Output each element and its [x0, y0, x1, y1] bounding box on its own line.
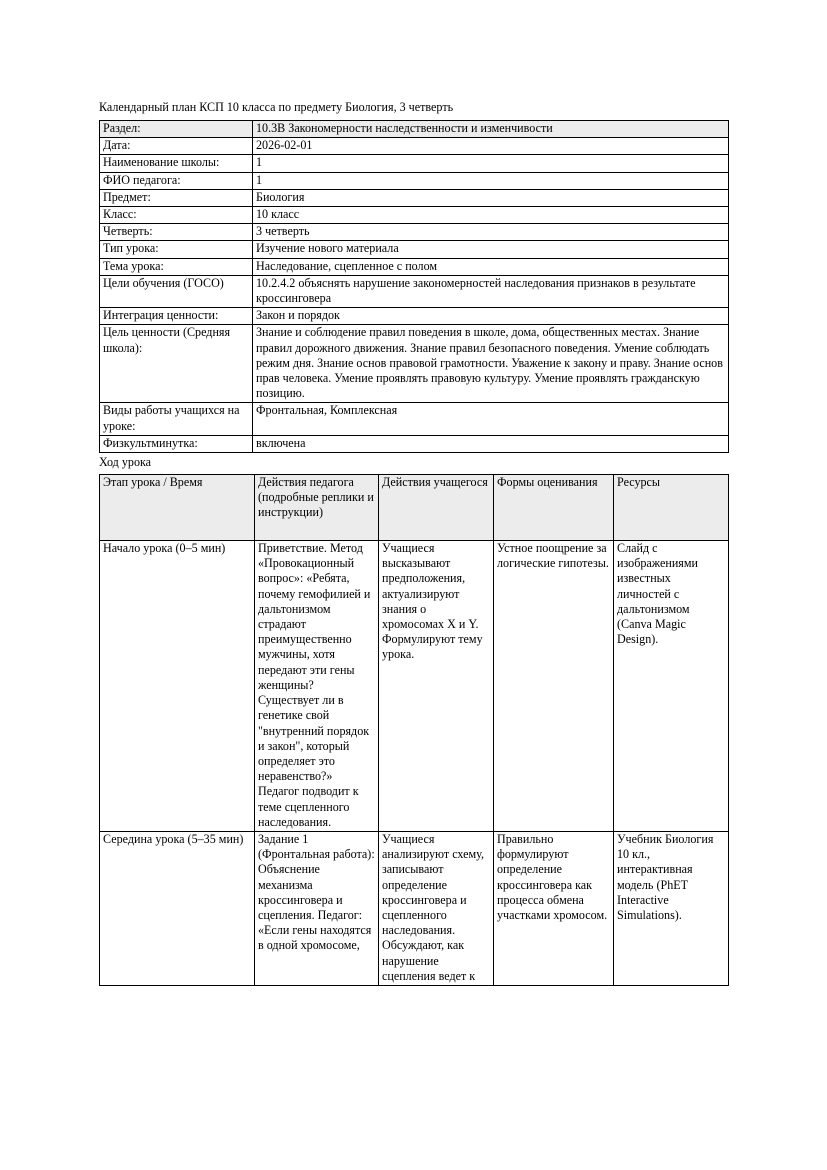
info-value: 2026-02-01: [253, 138, 729, 155]
table-row: [100, 325, 729, 403]
cell-teacher: Приветствие. Метод «Провокационный вопрос»: «Ребята, почему гемофилией и дальтонизмом страдают преимущественно мужчины, хотя передают эти гены женщины? Существует ли в генетике свой "внутренний порядок и закон", который определяет это неравенство?» Педагог подводит к теме сцепленного наследования.: [255, 541, 379, 832]
info-value: 3 четверть: [253, 224, 729, 241]
info-label: Виды работы учащихся на уроке:: [100, 403, 253, 435]
info-label: Предмет:: [100, 189, 253, 206]
column-header-resources: Ресурсы: [614, 475, 729, 541]
cell-stage: Начало урока (0–5 мин): [100, 541, 255, 832]
info-label: Тема урока:: [100, 258, 253, 275]
table-row: [100, 224, 729, 241]
info-label: Физкультминутка:: [100, 435, 253, 452]
lesson-info-body: [100, 121, 729, 453]
lesson-flow-table: [99, 474, 729, 986]
table-row: [100, 541, 729, 832]
info-label: Дата:: [100, 138, 253, 155]
table-row: [100, 435, 729, 452]
info-value: Изучение нового материала: [253, 241, 729, 258]
page-title: Календарный план КСП 10 класса по предмету Биология, 3 четверть: [99, 100, 454, 114]
lesson-flow-head: [100, 475, 729, 541]
cell-student: Учащиеся анализируют схему, записывают определение кроссинговера и сцепленного наследования. Обсуждают, как нарушение сцепления ведет к: [379, 831, 494, 985]
cell-stage: Середина урока (5–35 мин): [100, 831, 255, 985]
column-header-student: Действия учащегося: [379, 475, 494, 541]
table-row: [100, 121, 729, 138]
table-row: [100, 189, 729, 206]
info-value: Закон и порядок: [253, 308, 729, 325]
table-header-row: [100, 475, 729, 541]
cell-teacher: Задание 1 (Фронтальная работа): Объяснение механизма кроссинговера и сцепления. Педагог: «Если гены находятся в одной хромосоме,: [255, 831, 379, 985]
info-label: Тип урока:: [100, 241, 253, 258]
info-label: Цель ценности (Средняя школа):: [100, 325, 253, 403]
info-label: Раздел:: [100, 121, 253, 138]
lesson-info-table: [99, 120, 729, 453]
info-label: Четверть:: [100, 224, 253, 241]
info-label: Цели обучения (ГОСО): [100, 275, 253, 307]
cell-assessment: Правильно формулируют определение кроссинговера как процесса обмена участками хромосом.: [494, 831, 614, 985]
table-row: [100, 275, 729, 307]
table-row: [100, 241, 729, 258]
table-row: [100, 308, 729, 325]
info-value: 1: [253, 172, 729, 189]
table-row: [100, 403, 729, 435]
table-row: [100, 172, 729, 189]
info-value: 10.2.4.2 объяснять нарушение закономерностей наследования признаков в результате кроссинговера: [253, 275, 729, 307]
table-row: [100, 155, 729, 172]
table-row: [100, 207, 729, 224]
table-row: [100, 138, 729, 155]
table-row: [100, 258, 729, 275]
lesson-flow-heading: Ход урока: [99, 455, 152, 470]
table-row: [100, 831, 729, 985]
info-label: ФИО педагога:: [100, 172, 253, 189]
info-value: Фронтальная, Комплексная: [253, 403, 729, 435]
cell-resources: Учебник Биология 10 кл., интерактивная модель (PhET Interactive Simulations).: [614, 831, 729, 985]
cell-resources: Слайд с изображениями известных личностей с дальтонизмом (Canva Magic Design).: [614, 541, 729, 832]
info-value: 10.3B Закономерности наследственности и изменчивости: [253, 121, 729, 138]
cell-student: Учащиеся высказывают предположения, актуализируют знания о хромосомах X и Y. Формулируют тему урока.: [379, 541, 494, 832]
column-header-teacher: Действия педагога (подробные реплики и инструкции): [255, 475, 379, 541]
info-value: Знание и соблюдение правил поведения в школе, дома, общественных местах. Знание правил дорожного движения. Знание правил безопасного поведения. Умение соблюдать режим дня. Знание основ правовой грамотности. Уважение к закону и праву. Знание основ прав человека. Умение проявлять правовую культуру. Умение проявлять гражданскую позицию.: [253, 325, 729, 403]
info-value: 10 класс: [253, 207, 729, 224]
info-label: Класс:: [100, 207, 253, 224]
info-label: Наименование школы:: [100, 155, 253, 172]
column-header-stage: Этап урока / Время: [100, 475, 255, 541]
cell-assessment: Устное поощрение за логические гипотезы.: [494, 541, 614, 832]
info-value: включена: [253, 435, 729, 452]
column-header-assessment: Формы оценивания: [494, 475, 614, 541]
info-label: Интеграция ценности:: [100, 308, 253, 325]
lesson-flow-body: [100, 541, 729, 986]
info-value: Наследование, сцепленное с полом: [253, 258, 729, 275]
info-value: 1: [253, 155, 729, 172]
page-content: [99, 100, 728, 986]
info-value: Биология: [253, 189, 729, 206]
